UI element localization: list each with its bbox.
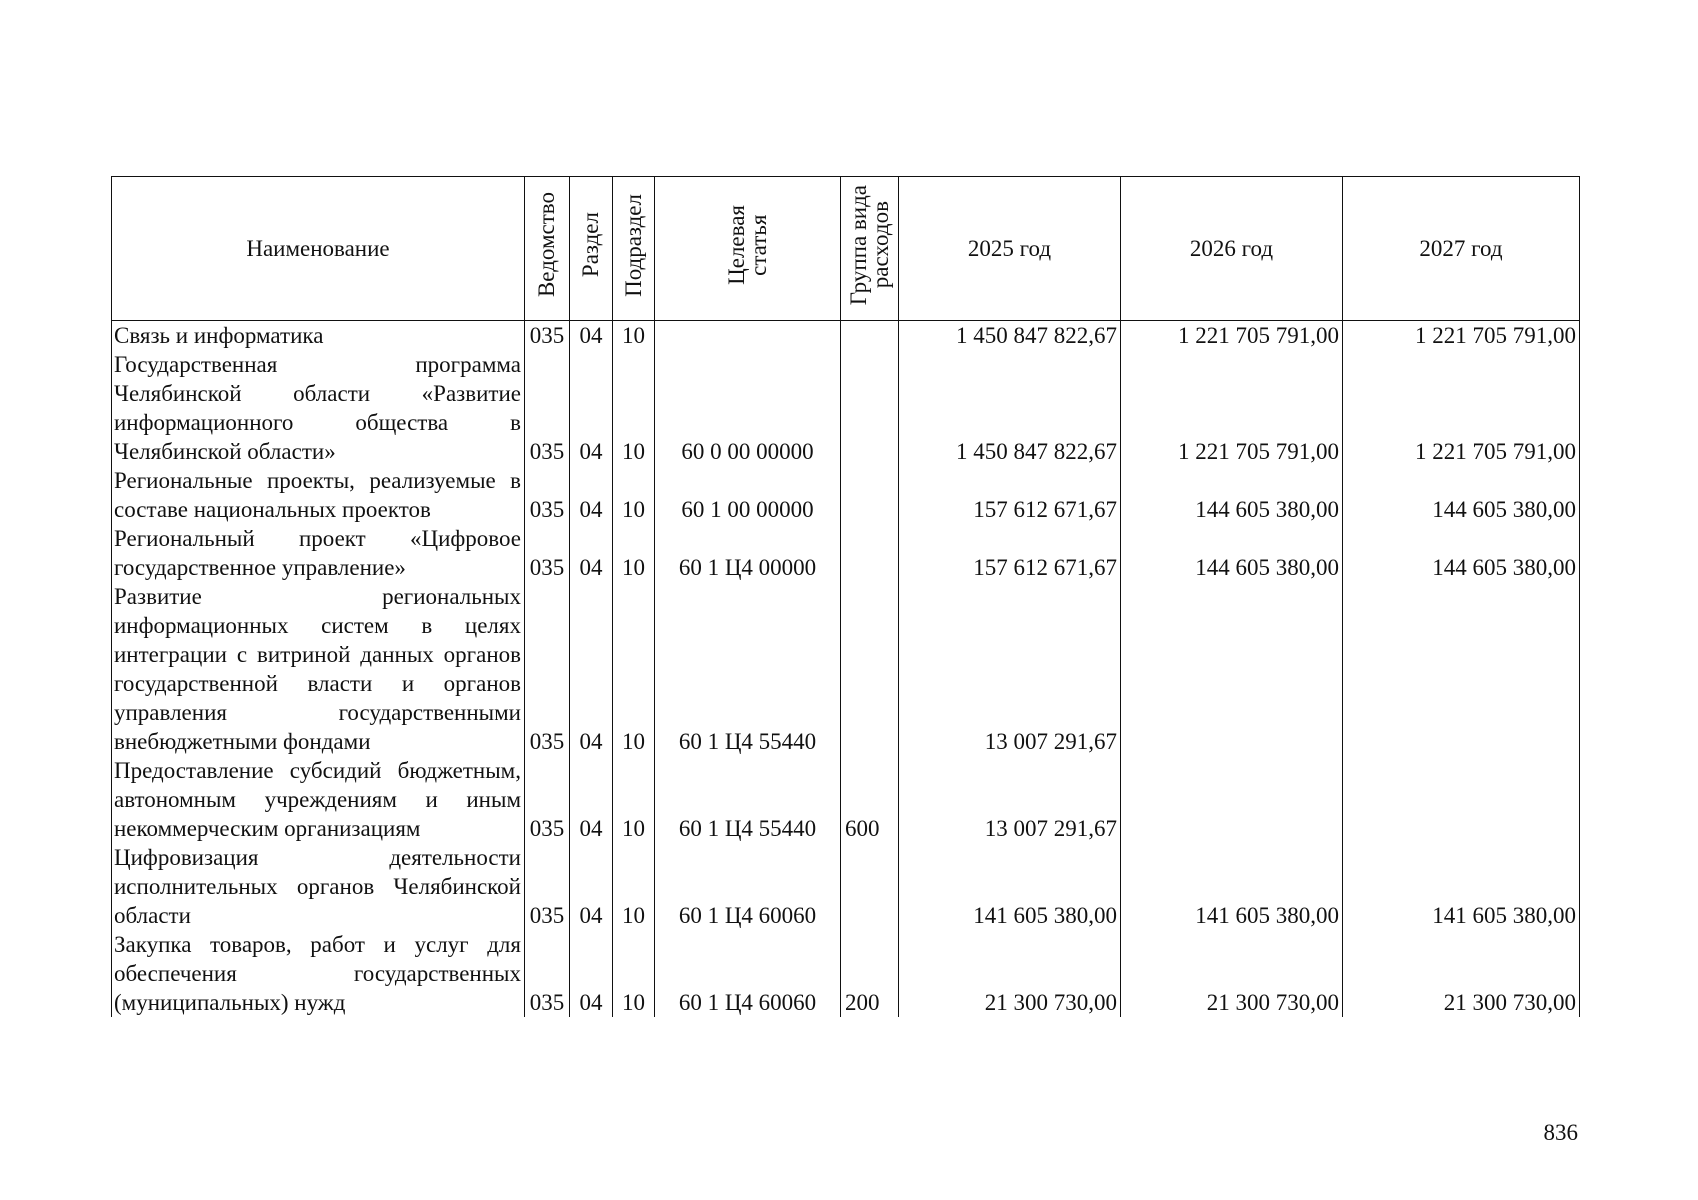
cell-2026: 21 300 730,00 [1121,930,1343,1017]
cell-gruppa-vida-rashodov [841,524,899,582]
cell-vedomstvo: 035 [525,466,570,524]
cell-2025: 21 300 730,00 [899,930,1121,1017]
cell-name: Государственная программа Челябинской области «Развитие информационного общества в Челябинской области» [112,350,525,466]
cell-name: Закупка товаров, работ и услуг для обеспечения государственных (муниципальных) нужд [112,930,525,1017]
cell-2026: 1 221 705 791,00 [1121,321,1343,351]
table-row [112,582,1580,756]
cell-razdel: 04 [570,756,613,843]
cell-razdel: 04 [570,321,613,351]
cell-gruppa-vida-rashodov [841,843,899,930]
header-2025 [899,177,1121,321]
cell-gruppa-vida-rashodov [841,582,899,756]
table-row [112,756,1580,843]
header-name-label: Наименование [246,236,390,261]
table-row [112,524,1580,582]
cell-gruppa-vida-rashodov: 200 [841,930,899,1017]
cell-name: Региональные проекты, реализуемые в составе национальных проектов [112,466,525,524]
cell-gruppa-vida-rashodov [841,350,899,466]
header-celevaya-statya [655,177,841,321]
cell-2026: 144 605 380,00 [1121,466,1343,524]
table-row [112,466,1580,524]
header-name [112,177,525,321]
cell-2025: 1 450 847 822,67 [899,321,1121,351]
cell-razdel: 04 [570,582,613,756]
cell-podrazdel: 10 [613,582,655,756]
table-header [112,177,1580,321]
table-body [112,321,1580,1018]
cell-2025: 13 007 291,67 [899,756,1121,843]
cell-2026: 1 221 705 791,00 [1121,350,1343,466]
header-2026 [1121,177,1343,321]
cell-vedomstvo: 035 [525,843,570,930]
cell-celevaya-statya: 60 1 Ц4 60060 [655,930,841,1017]
cell-vedomstvo: 035 [525,930,570,1017]
header-podrazdel [613,177,655,321]
header-podrazdel-label: Подраздел [620,193,646,297]
cell-name: Связь и информатика [112,321,525,351]
cell-2027: 144 605 380,00 [1343,524,1580,582]
table-row [112,930,1580,1017]
cell-vedomstvo: 035 [525,350,570,466]
cell-2026: 144 605 380,00 [1121,524,1343,582]
header-2027-label: 2027 год [1419,236,1503,261]
cell-2026 [1121,582,1343,756]
cell-podrazdel: 10 [613,466,655,524]
cell-name: Развитие региональных информационных систем в целях интеграции с витриной данных органов государственной власти и органов управления государственными внебюджетными фондами [112,582,525,756]
cell-podrazdel: 10 [613,843,655,930]
cell-razdel: 04 [570,930,613,1017]
cell-2027 [1343,756,1580,843]
budget-table [111,176,1580,1017]
cell-2027: 21 300 730,00 [1343,930,1580,1017]
cell-celevaya-statya [655,321,841,351]
header-gruppa-vida-rashodov [841,177,899,321]
cell-2025: 157 612 671,67 [899,524,1121,582]
cell-gruppa-vida-rashodov [841,321,899,351]
cell-celevaya-statya: 60 0 00 00000 [655,350,841,466]
cell-podrazdel: 10 [613,321,655,351]
cell-2025: 13 007 291,67 [899,582,1121,756]
cell-podrazdel: 10 [613,756,655,843]
cell-gruppa-vida-rashodov [841,466,899,524]
cell-2025: 157 612 671,67 [899,466,1121,524]
cell-vedomstvo: 035 [525,321,570,351]
header-vedomstvo [525,177,570,321]
cell-2027: 141 605 380,00 [1343,843,1580,930]
cell-celevaya-statya: 60 1 Ц4 55440 [655,582,841,756]
cell-celevaya-statya: 60 1 00 00000 [655,466,841,524]
cell-podrazdel: 10 [613,350,655,466]
table-row [112,321,1580,351]
header-vedomstvo-label: Ведомство [534,192,559,298]
cell-2026: 141 605 380,00 [1121,843,1343,930]
cell-razdel: 04 [570,350,613,466]
cell-celevaya-statya: 60 1 Ц4 00000 [655,524,841,582]
cell-2027: 1 221 705 791,00 [1343,321,1580,351]
cell-podrazdel: 10 [613,524,655,582]
cell-2027 [1343,582,1580,756]
cell-razdel: 04 [570,466,613,524]
cell-2025: 141 605 380,00 [899,843,1121,930]
header-2026-label: 2026 год [1189,236,1274,261]
cell-name: Региональный проект «Цифровое государственное управление» [112,524,525,582]
header-razdel-label: Раздел [578,212,603,278]
header-2025-label: 2025 год [967,236,1052,261]
header-2027 [1343,177,1580,321]
table-row [112,843,1580,930]
cell-vedomstvo: 035 [525,582,570,756]
table-row [112,350,1580,466]
header-gruppa-vida-rashodov-label: Группа вида расходов [845,184,893,306]
cell-celevaya-statya: 60 1 Ц4 60060 [655,843,841,930]
cell-podrazdel: 10 [613,930,655,1017]
cell-2027: 144 605 380,00 [1343,466,1580,524]
cell-vedomstvo: 035 [525,524,570,582]
cell-name: Предоставление субсидий бюджетным, автономным учреждениям и иным некоммерческим организациям [112,756,525,843]
cell-name: Цифровизация деятельности исполнительных органов Челябинской области [112,843,525,930]
cell-celevaya-statya: 60 1 Ц4 55440 [655,756,841,843]
header-razdel [570,177,613,321]
header-row [112,177,1580,321]
cell-2027: 1 221 705 791,00 [1343,350,1580,466]
cell-gruppa-vida-rashodov: 600 [841,756,899,843]
header-celevaya-statya-label: Целевая статья [723,205,771,285]
page-number: 836 [1543,1120,1578,1145]
cell-razdel: 04 [570,843,613,930]
cell-vedomstvo: 035 [525,756,570,843]
cell-razdel: 04 [570,524,613,582]
cell-2025: 1 450 847 822,67 [899,350,1121,466]
cell-2026 [1121,756,1343,843]
